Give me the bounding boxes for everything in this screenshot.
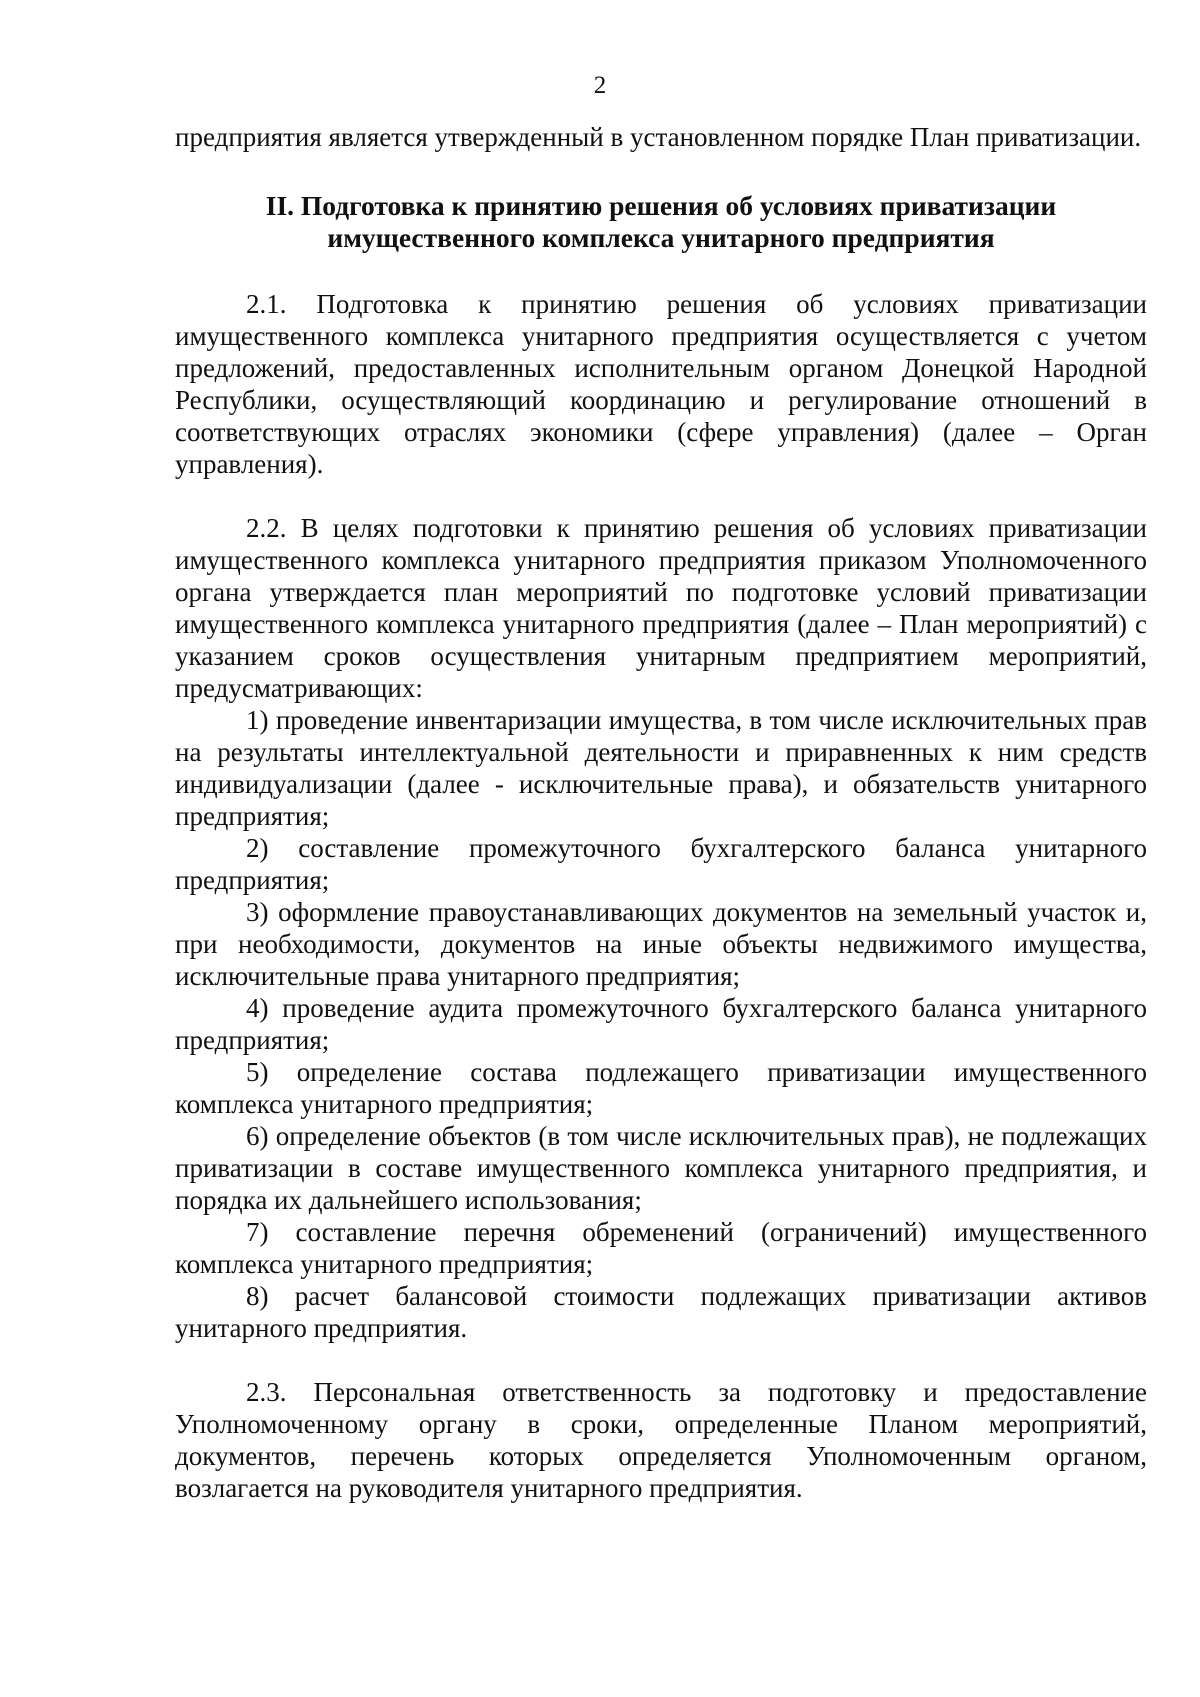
list-item-8: 8) расчет балансовой стоимости подлежащих приватизации активов унитарного предприятия. [175,1281,1147,1343]
paragraph-2-3: 2.3. Персональная ответственность за подготовку и предоставление Уполномоченному органу в сроки, определенные Планом мероприятий, документов, перечень которых определяется Уполномоченным органом, возлагается на руководителя унитарного предприятия. [175,1377,1147,1503]
list-item-7: 7) составление перечня обременений (ограничений) имущественного комплекса унитарного предприятия; [175,1217,1147,1279]
intro-paragraph: предприятия является утвержденный в установленном порядке План приватизации. [175,122,1142,152]
section-heading [175,190,1147,254]
paragraph-spacer [175,480,1147,512]
list-item-1: 1) проведение инвентаризации имущества, в том числе исключительных прав на результаты интеллектуальной деятельности и приравненных к ним средств индивидуализации (далее - исключительные права), и обязательств унитарного предприятия; [175,705,1147,831]
section-heading-line-1: II. Подготовка к принятию решения об условиях приватизации [265,190,1057,221]
list-item-4: 4) проведение аудита промежуточного бухгалтерского баланса унитарного предприятия; [175,993,1147,1055]
section-heading-line-2: имущественного комплекса унитарного предприятия [327,222,995,253]
list-item-6: 6) определение объектов (в том числе исключительных прав), не подлежащих приватизации в составе имущественного комплекса унитарного предприятия, и порядка их дальнейшего использования; [175,1121,1147,1215]
list-item-3: 3) оформление правоустанавливающих документов на земельный участок и, при необходимости, документов на иные объекты недвижимого имущества, исключительные права унитарного предприятия; [175,897,1147,991]
paragraph-2-1: 2.1. Подготовка к принятию решения об условиях приватизации имущественного комплекса унитарного предприятия осуществляется с учетом предложений, предоставленных исполнительным органом Донецкой Народной Республики, осуществляющий координацию и регулирование отношений в соответствующих отраслях экономики (сфере управления) (далее – Орган управления). [175,289,1147,479]
paragraph-2-2: 2.2. В целях подготовки к принятию решения об условиях приватизации имущественного комплекса унитарного предприятия приказом Уполномоченного органа утверждается план мероприятий по подготовке условий приватизации имущественного комплекса унитарного предприятия (далее – План мероприятий) с указанием сроков осуществления унитарным предприятием мероприятий, предусматривающих: [175,513,1147,703]
list-item-2: 2) составление промежуточного бухгалтерского баланса унитарного предприятия; [175,833,1147,895]
page-number: 2 [593,72,607,99]
paragraph-spacer [175,1344,1147,1376]
list-item-5: 5) определение состава подлежащего приватизации имущественного комплекса унитарного предприятия; [175,1057,1147,1119]
document-body [175,121,1147,1504]
